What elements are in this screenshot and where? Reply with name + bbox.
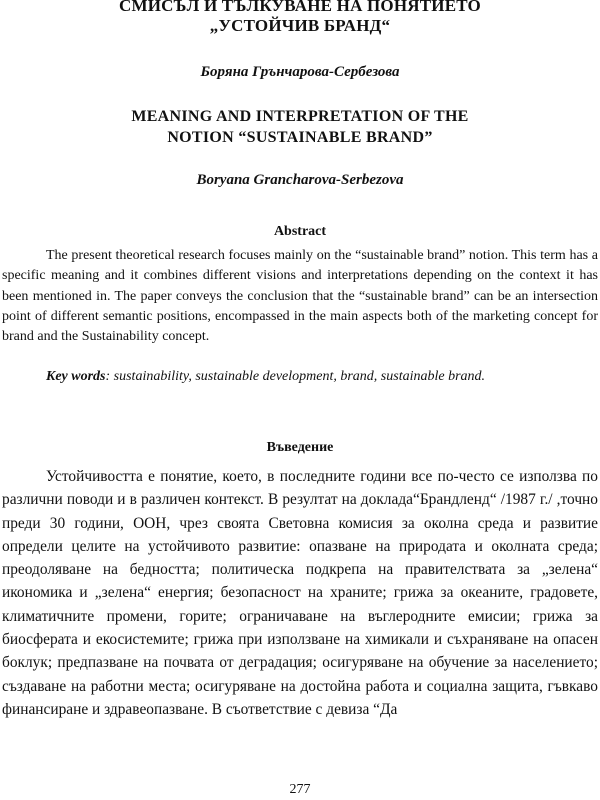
english-title-line-1: MEANING AND INTERPRETATION OF THE: [131, 108, 469, 125]
abstract-paragraph: The present theoretical research focuses mainly on the “sustainable brand” notion. This term has a specific meaning and it combines different visions and interpretations depending on the context it has been mentioned in. The paper conveys the conclusion that the “sustainable brand” can be an intersection point of different semantic positions, encompassed in the main aspects both of the marketing concept for brand and the Sustainability concept.: [2, 248, 598, 345]
keywords-text: : sustainability, sustainable development, brand, sustainable brand.: [105, 369, 486, 384]
bulgarian-title-line-2: „УСТОЙЧИВ БРАНД“: [209, 16, 391, 35]
bulgarian-title-line-1: СМИСЪЛ И ТЪЛКУВАНЕ НА ПОНЯТИЕТО: [119, 0, 481, 15]
keywords-paragraph: [2, 367, 598, 387]
english-author: Boryana Grancharova-Serbezova: [196, 172, 404, 188]
english-title-line-2: NOTION “SUSTAINABLE BRAND”: [167, 129, 433, 146]
bulgarian-author: Боряна Грънчарова-Сербезова: [200, 64, 400, 80]
page-number: 277: [289, 782, 311, 797]
keywords-label: Key words: [46, 369, 106, 384]
abstract-heading: Abstract: [273, 224, 327, 239]
introduction-heading: Въведение: [266, 440, 334, 455]
introduction-paragraph: Устойчивостта е понятие, което, в последните години все по-често се използва по различни поводи и в различен контекст. В резултат на доклада“Брандленд“ /1987 г./ ,точно преди 30 години, ООН, чрез своята Световна комисия за околна среда и развитие определи целите на устойчивото развитие: опазване на природата и околната среда; преодоляване на бедността; политическа подкрепа на правителствата за „зелена“ икономика и „зелена“ енергия; безопасност на храните; грижа за океаните, градовете, климатичните промени, горите; ограничаване на въглеродните емисии; грижа за биосферата и екосистемите; грижа при използване на химикали и съхраняване на опасен боклук; предпазване на почвата от деградация; осигуряване на обучение за населението; създаване на работни места; осигуряване на достойна работа и социална защита, гъвкаво финансиране и здравеопазване. В съответствие с девиза “Да: [2, 468, 598, 718]
